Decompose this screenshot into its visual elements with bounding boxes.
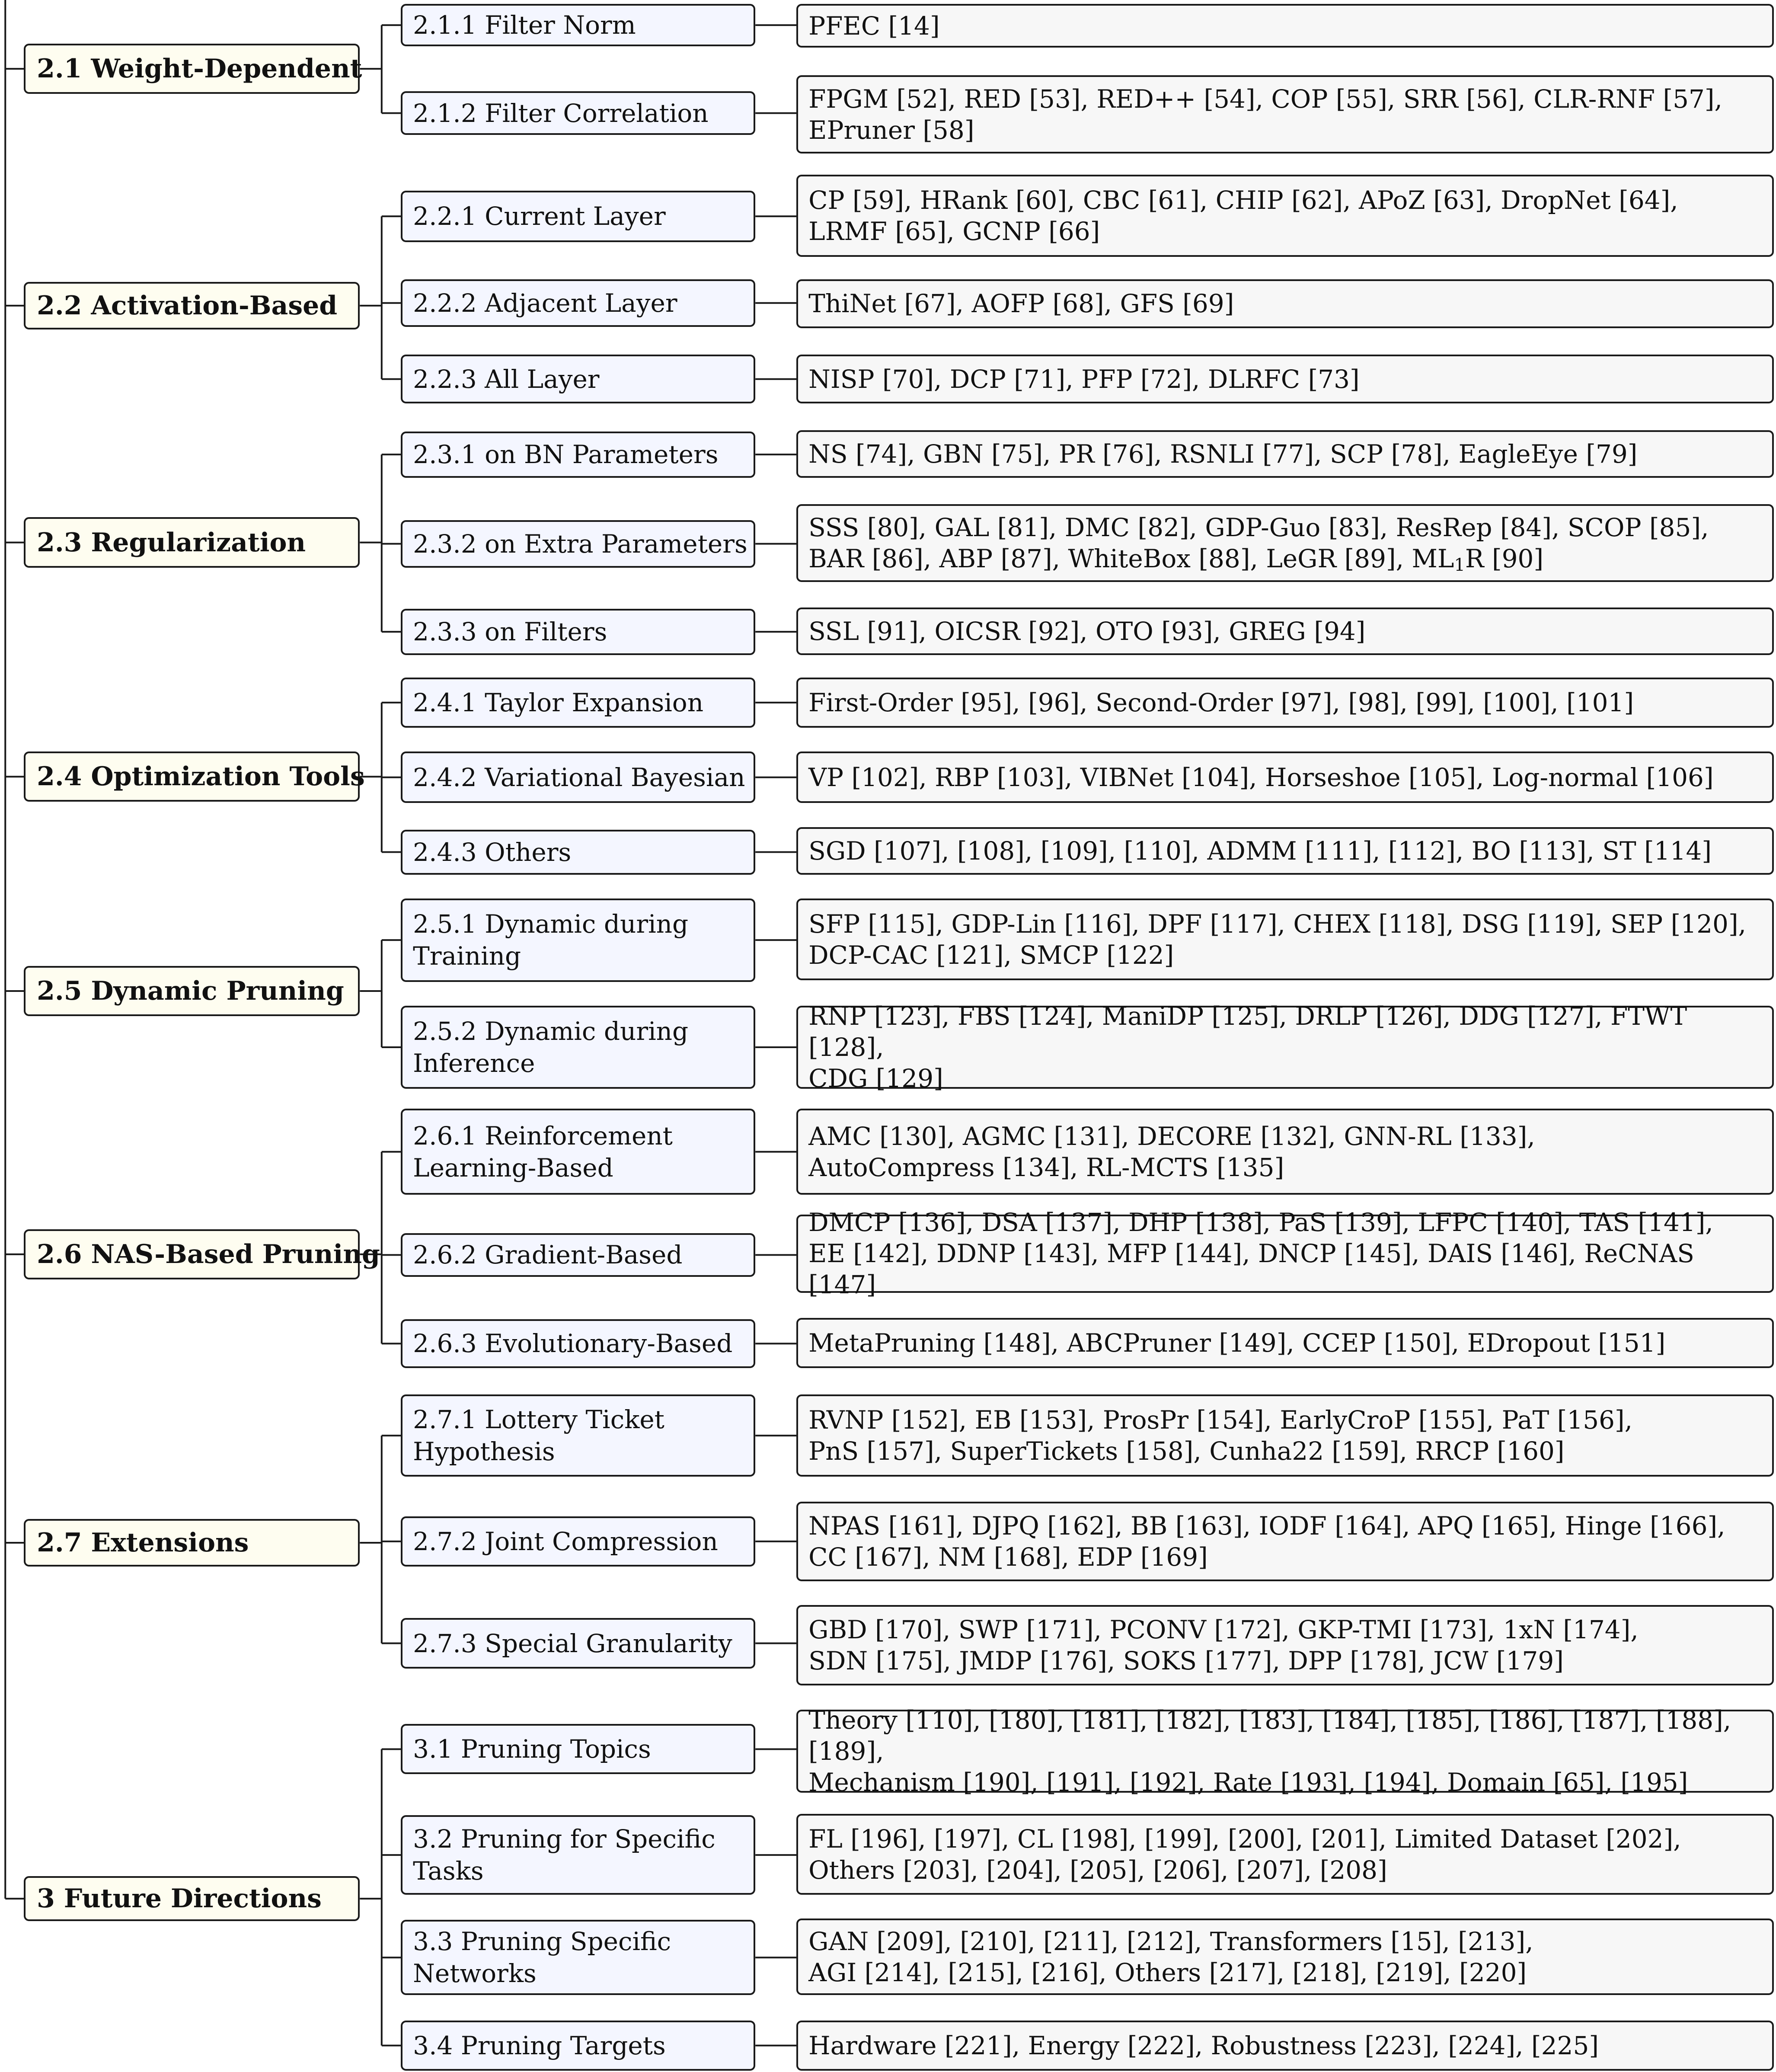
- methods-box: [796, 1605, 1774, 1686]
- category-box: [24, 517, 360, 567]
- methods-box: [796, 678, 1774, 728]
- methods-list: FPGM [52], RED [53], RED++ [54], COP [55], SRR [56], CLR-RNF [57], EPruner [58]: [808, 84, 1722, 145]
- methods-box: [796, 608, 1774, 655]
- subcategory-label: 2.6.3 Evolutionary-Based: [413, 1329, 733, 1359]
- methods-box: [796, 1109, 1774, 1195]
- methods-box: [796, 2021, 1774, 2071]
- methods-list: RNP [123], FBS [124], ManiDP [125], DRLP [126], DDG [127], FTWT [128], CDG [129]: [808, 1001, 1687, 1093]
- methods-list: SFP [115], GDP-Lin [116], DPF [117], CHEX [118], DSG [119], SEP [120], DCP-CAC [121], SMCP [122]: [808, 909, 1747, 970]
- subcategory-box: [401, 1394, 755, 1477]
- subcategory-label: 3.2 Pruning for Specific Tasks: [413, 1824, 716, 1886]
- methods-box: [796, 430, 1774, 478]
- subcategory-box: [401, 1233, 755, 1277]
- category-label: 2.6 NAS-Based Pruning: [37, 1239, 380, 1269]
- methods-box: [796, 1919, 1774, 1995]
- methods-box: [796, 1208, 1774, 1300]
- subcategory-box: [401, 899, 755, 982]
- methods-box: [796, 1705, 1774, 1797]
- category-label: 2.5 Dynamic Pruning: [37, 975, 344, 1006]
- subcategory-label: 2.5.1 Dynamic during Training: [413, 909, 689, 971]
- methods-list: SSS [80], GAL [81], DMC [82], GDP-Guo [83], ResRep [84], SCOP [85], BAR [86], ABP [87], WhiteBox [88], LeGR [89], $ML_1R$ [90]: [808, 513, 1709, 576]
- subcategory-box: [401, 1920, 755, 1995]
- subcategory-box: [401, 2021, 755, 2071]
- subcategory-label: 2.3.1 on BN Parameters: [413, 440, 719, 470]
- methods-list: Theory [110], [180], [181], [182], [183], [184], [185], [186], [187], [188], [189], Mechanism [190], [191], [192], Rate [193], [194], Domain [65], [195]: [808, 1705, 1731, 1797]
- subcategory-box: [401, 609, 755, 655]
- methods-box: [796, 1318, 1774, 1368]
- category-box: [24, 282, 360, 329]
- subcategory-box: [401, 1109, 755, 1195]
- subcategory-box: [401, 678, 755, 728]
- category-box: [24, 1229, 380, 1279]
- subcategory-box: [401, 355, 755, 403]
- subcategory-label: 3.4 Pruning Targets: [413, 2030, 666, 2060]
- category-label: 2.7 Extensions: [37, 1527, 249, 1558]
- subcategory-label: 2.7.1 Lottery Ticket Hypothesis: [413, 1405, 664, 1467]
- methods-list: CP [59], HRank [60], CBC [61], CHIP [62], APoZ [63], DropNet [64], LRMF [65], GCNP [66]: [808, 185, 1678, 246]
- methods-list: MetaPruning [148], ABCPruner [149], CCEP [150], EDropout [151]: [808, 1328, 1666, 1358]
- category-box: [24, 751, 365, 802]
- methods-list: First-Order [95], [96], Second-Order [97], [98], [99], [100], [101]: [808, 687, 1634, 717]
- methods-list: NS [74], GBN [75], PR [76], RSNLI [77], SCP [78], EagleEye [79]: [808, 439, 1638, 469]
- subcategory-label: 2.5.2 Dynamic during Inference: [413, 1016, 689, 1078]
- subcategory-label: 2.7.2 Joint Compression: [413, 1526, 718, 1556]
- subcategory-label: 2.1.1 Filter Norm: [413, 10, 636, 40]
- subcategory-box: [401, 1516, 755, 1567]
- methods-list: GBD [170], SWP [171], PCONV [172], GKP-TMI [173], 1xN [174], SDN [175], JMDP [176], SOKS [177], DPP [178], JCW [179]: [808, 1615, 1639, 1676]
- subcategory-label: 2.3.3 on Filters: [413, 617, 607, 647]
- category-box: [24, 1876, 360, 1921]
- methods-box: [796, 1001, 1774, 1093]
- methods-list: NISP [70], DCP [71], PFP [72], DLRFC [73]: [808, 364, 1360, 394]
- subcategory-label: 2.4.1 Taylor Expansion: [413, 687, 704, 717]
- subcategory-label: 3.1 Pruning Topics: [413, 1734, 651, 1764]
- subcategory-box: [401, 432, 755, 478]
- methods-list: ThiNet [67], AOFP [68], GFS [69]: [808, 289, 1234, 319]
- subcategory-box: [401, 1815, 755, 1895]
- methods-list: SSL [91], OICSR [92], OTO [93], GREG [94]: [808, 616, 1366, 646]
- methods-box: [796, 899, 1774, 981]
- subcategory-box: [401, 191, 755, 242]
- methods-list: SGD [107], [108], [109], [110], ADMM [111], [112], BO [113], ST [114]: [808, 836, 1712, 866]
- subcategory-label: 2.4.3 Others: [413, 837, 572, 867]
- methods-box: [796, 4, 1774, 48]
- methods-box: [796, 1502, 1774, 1581]
- category-label: 2.2 Activation-Based: [37, 290, 338, 321]
- methods-list: PFEC [14]: [808, 11, 940, 41]
- subcategory-box: [401, 751, 755, 803]
- subcategory-label: 2.6.2 Gradient-Based: [413, 1240, 683, 1270]
- methods-box: [796, 355, 1774, 403]
- category-label: 2.3 Regularization: [37, 527, 306, 558]
- subcategory-box: [401, 91, 755, 135]
- subcategory-box: [401, 1724, 755, 1774]
- subcategory-label: 3.3 Pruning Specific Networks: [413, 1927, 671, 1989]
- category-box: [24, 966, 360, 1016]
- category-box: [24, 1519, 360, 1567]
- subcategory-label: 2.6.1 Reinforcement Learning-Based: [413, 1121, 673, 1183]
- methods-box: [796, 1394, 1774, 1477]
- subcategory-label: 2.1.2 Filter Correlation: [413, 98, 709, 128]
- category-label: 2.1 Weight-Dependent: [37, 54, 362, 84]
- methods-box: [796, 75, 1774, 153]
- methods-list: NPAS [161], DJPQ [162], BB [163], IODF [164], APQ [165], Hinge [166], CC [167], NM [168], EDP [169]: [808, 1511, 1725, 1572]
- subcategory-label: 2.3.2 on Extra Parameters: [413, 529, 747, 559]
- methods-list: DMCP [136], DSA [137], DHP [138], PaS [139], LFPC [140], TAS [141], EE [142], DDNP [143], MFP [144], DNCP [145], DAIS [146], ReCNAS [147]: [808, 1208, 1713, 1300]
- methods-list: RVNP [152], EB [153], ProsPr [154], EarlyCroP [155], PaT [156], PnS [157], SuperTickets [158], Cunha22 [159], RRCP [160]: [808, 1405, 1633, 1466]
- category-box: [24, 44, 360, 94]
- methods-box: [796, 504, 1774, 582]
- category-label: 2.4 Optimization Tools: [37, 761, 365, 792]
- methods-list: GAN [209], [210], [211], [212], Transformers [15], [213], AGI [214], [215], [216], Others [217], [218], [219], [220]: [808, 1926, 1533, 1987]
- methods-list: VP [102], RBP [103], VIBNet [104], Horseshoe [105], Log-normal [106]: [808, 762, 1714, 792]
- subcategory-box: [401, 1618, 755, 1668]
- category-label: 3 Future Directions: [37, 1883, 322, 1914]
- methods-list: AMC [130], AGMC [131], DECORE [132], GNN-RL [133], AutoCompress [134], RL-MCTS [135]: [808, 1121, 1535, 1182]
- subcategory-label: 2.2.1 Current Layer: [413, 201, 666, 231]
- subcategory-box: [401, 520, 755, 568]
- subcategory-box: [401, 4, 755, 46]
- subcategory-box: [401, 1006, 755, 1089]
- subcategory-box: [401, 830, 755, 875]
- methods-box: [796, 827, 1774, 875]
- subcategory-box: [401, 1319, 755, 1368]
- methods-list: FL [196], [197], CL [198], [199], [200], [201], Limited Dataset [202], Others [203], [204], [205], [206], [207], [208]: [808, 1824, 1681, 1885]
- subcategory-label: 2.2.3 All Layer: [413, 364, 600, 394]
- subcategory-label: 2.2.2 Adjacent Layer: [413, 288, 677, 318]
- methods-box: [796, 175, 1774, 257]
- methods-list: Hardware [221], Energy [222], Robustness [223], [224], [225]: [808, 2030, 1599, 2060]
- methods-box: [796, 1814, 1774, 1895]
- subcategory-label: 2.7.3 Special Granularity: [413, 1628, 732, 1658]
- subcategory-label: 2.4.2 Variational Bayesian: [413, 762, 745, 792]
- subcategory-box: [401, 279, 755, 327]
- methods-box: [796, 279, 1774, 328]
- methods-box: [796, 751, 1774, 803]
